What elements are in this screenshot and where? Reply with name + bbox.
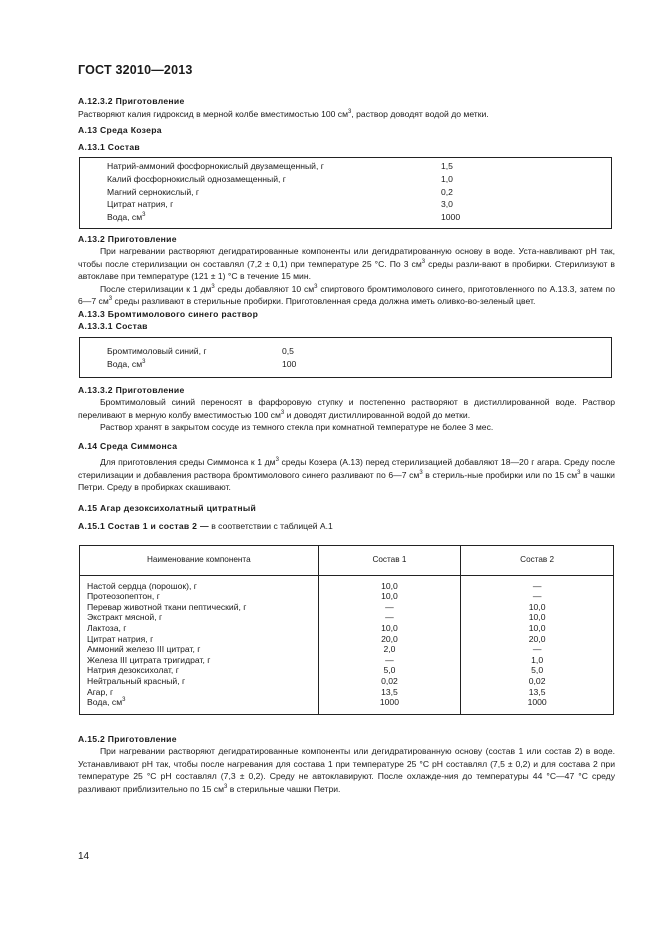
heading-a14: А.14 Среда Симмонса bbox=[78, 440, 178, 451]
table-row: Экстракт мясной, г — 10,0 bbox=[80, 612, 614, 623]
table-row: Перевар животной ткани пептический, г — 10,0 bbox=[80, 602, 614, 613]
composition-box-bromthymol bbox=[79, 337, 612, 378]
table-header-component: Наименование компонента bbox=[80, 545, 319, 575]
table-header-row bbox=[80, 545, 614, 575]
document-header: ГОСТ 32010—2013 bbox=[78, 63, 193, 77]
composition-row: Натрий-аммоний фосфорнокислый двузамещенный, г 1,5 bbox=[107, 161, 453, 171]
table-row: Лактоза, г 10,0 10,0 bbox=[80, 623, 614, 634]
composition-box-kozer bbox=[79, 157, 612, 229]
document-body bbox=[78, 95, 615, 795]
paragraph-a15-2: При нагревании растворяют дегидратированные компоненты или дегидратированную основу (состав 1 или состав 2) в воде. Устанавливают pH так, чтобы после нагревания для состава 1 при температуре 25 °С pH составлял (7,5 ± 0,2) и для состава 2 при температуре 25 °С pH составлял (7,3 ± 0,2). Среду не автоклавируют. После охлажде-ния до температуры 44 °С—47 °С среду разливают приблизительно по 15 $см^3$ в стерильные чашки Петри. bbox=[78, 746, 615, 794]
table-row: Протеозопептон, г 10,0 — bbox=[80, 591, 614, 602]
composition-row: Вода, $см^3$ 100 bbox=[107, 358, 297, 369]
heading-a15-2: А.15.2 Приготовление bbox=[78, 733, 177, 744]
heading-a15-1: А.15.1 Состав 1 и состав 2 — в соответствии с таблицей А.1 bbox=[78, 521, 333, 532]
heading-a13-3-1: А.13.3.1 Состав bbox=[78, 321, 148, 332]
heading-a15: А.15 Агар дезоксихолатный цитратный bbox=[78, 502, 257, 513]
table-header-composition-2: Состав 2 bbox=[461, 545, 614, 575]
table-a1 bbox=[79, 545, 614, 715]
table-row: Агар, г 13,5 13,5 bbox=[80, 687, 614, 698]
composition-row: Вода, $см^3$ 1000 bbox=[107, 212, 461, 223]
paragraph-a13-2-1: При нагревании растворяют дегидратированные компоненты или дегидратированную основу в воде. Уста-навливают pH так, чтобы после стерилизации он составлял (7,2 ± 0,1) при температуре 25 °С. По 3 $см^3$ среды разли-вают в пробирки. Стерилизуют в автоклаве при температуре (121 ± 1) °С в течение 15 мин. bbox=[78, 246, 615, 282]
composition-row: Цитрат натрия, г 3,0 bbox=[107, 199, 453, 210]
heading-a13-3-2: А.13.3.2 Приготовление bbox=[78, 384, 185, 395]
heading-a13: А.13 Среда Козера bbox=[78, 125, 162, 135]
paragraph-a13-3-2-2: Раствор хранят в закрытом сосуде из темного стекла при комнатной температуре не более 3 мес. bbox=[100, 422, 494, 433]
heading-a12-3-2: А.12.3.2 Приготовление bbox=[78, 96, 185, 106]
paragraph-a13-3-2-1: Бромтимоловый синий переносят в фарфоровую ступку и постепенно растворяют в дистиллированной воде. Раствор переливают в мерную колбу вместимостью 100 $см^3$ и доводят дистиллированной водой до метки. bbox=[78, 397, 615, 420]
table-row: Железа III цитрата тригидрат, г — 1,0 bbox=[80, 655, 614, 666]
heading-a13-2: А.13.2 Приготовление bbox=[78, 233, 177, 244]
paragraph-a14: Для приготовления среды Симмонса к 1 $дм^3$ среды Козера (А.13) перед стерилизацией добавляют 18—20 г агара. Среду после стерилизации и добавления раствора бромтимолового синего разливают по 6—7 $см^3$ в стериль-ные пробирки или по 15 $см^3$ в чашки Петри. Среду в пробирках скашивают. bbox=[78, 457, 616, 493]
paragraph-a12-3-2: Растворяют калия гидроксид в мерной колбе вместимостью 100 $см^3$, раствор доводят водой до метки. bbox=[78, 108, 489, 119]
composition-row: Бромтимоловый синий, г 0,5 bbox=[107, 345, 294, 356]
table-row: Вода, $см^3$ 1000 1000 bbox=[80, 697, 614, 714]
table-row: Натрия дезоксихолат, г 5,0 5,0 bbox=[80, 665, 614, 676]
paragraph-a13-2-2: После стерилизации к 1 $дм^3$ среды добавляют 10 $см^3$ спиртового бромтимолового синего, приготовленного по А.13.3, затем по 6—7 $см^3$ среды разливают в стерильные пробирки. Приготовленная среда должна иметь оливко-во-зеленый цвет. bbox=[78, 283, 615, 307]
composition-row: Магний сернокислый, г 0,2 bbox=[107, 186, 453, 197]
table-header-composition-1: Состав 1 bbox=[318, 545, 461, 575]
page-number: 14 bbox=[78, 851, 90, 862]
table-row: Аммоний железо III цитрат, г 2,0 — bbox=[80, 644, 614, 655]
heading-a13-3: А.13.3 Бромтимолового синего раствор bbox=[78, 308, 259, 319]
heading-a13-1: А.13.1 Состав bbox=[78, 141, 140, 152]
table-row: Нейтральный красный, г 0,02 0,02 bbox=[80, 676, 614, 687]
table-row: Настой сердца (порошок), г 10,0 — bbox=[80, 575, 614, 591]
composition-row: Калий фосфорнокислый однозамещенный, г 1,0 bbox=[107, 173, 453, 184]
table-row: Цитрат натрия, г 20,0 20,0 bbox=[80, 634, 614, 645]
